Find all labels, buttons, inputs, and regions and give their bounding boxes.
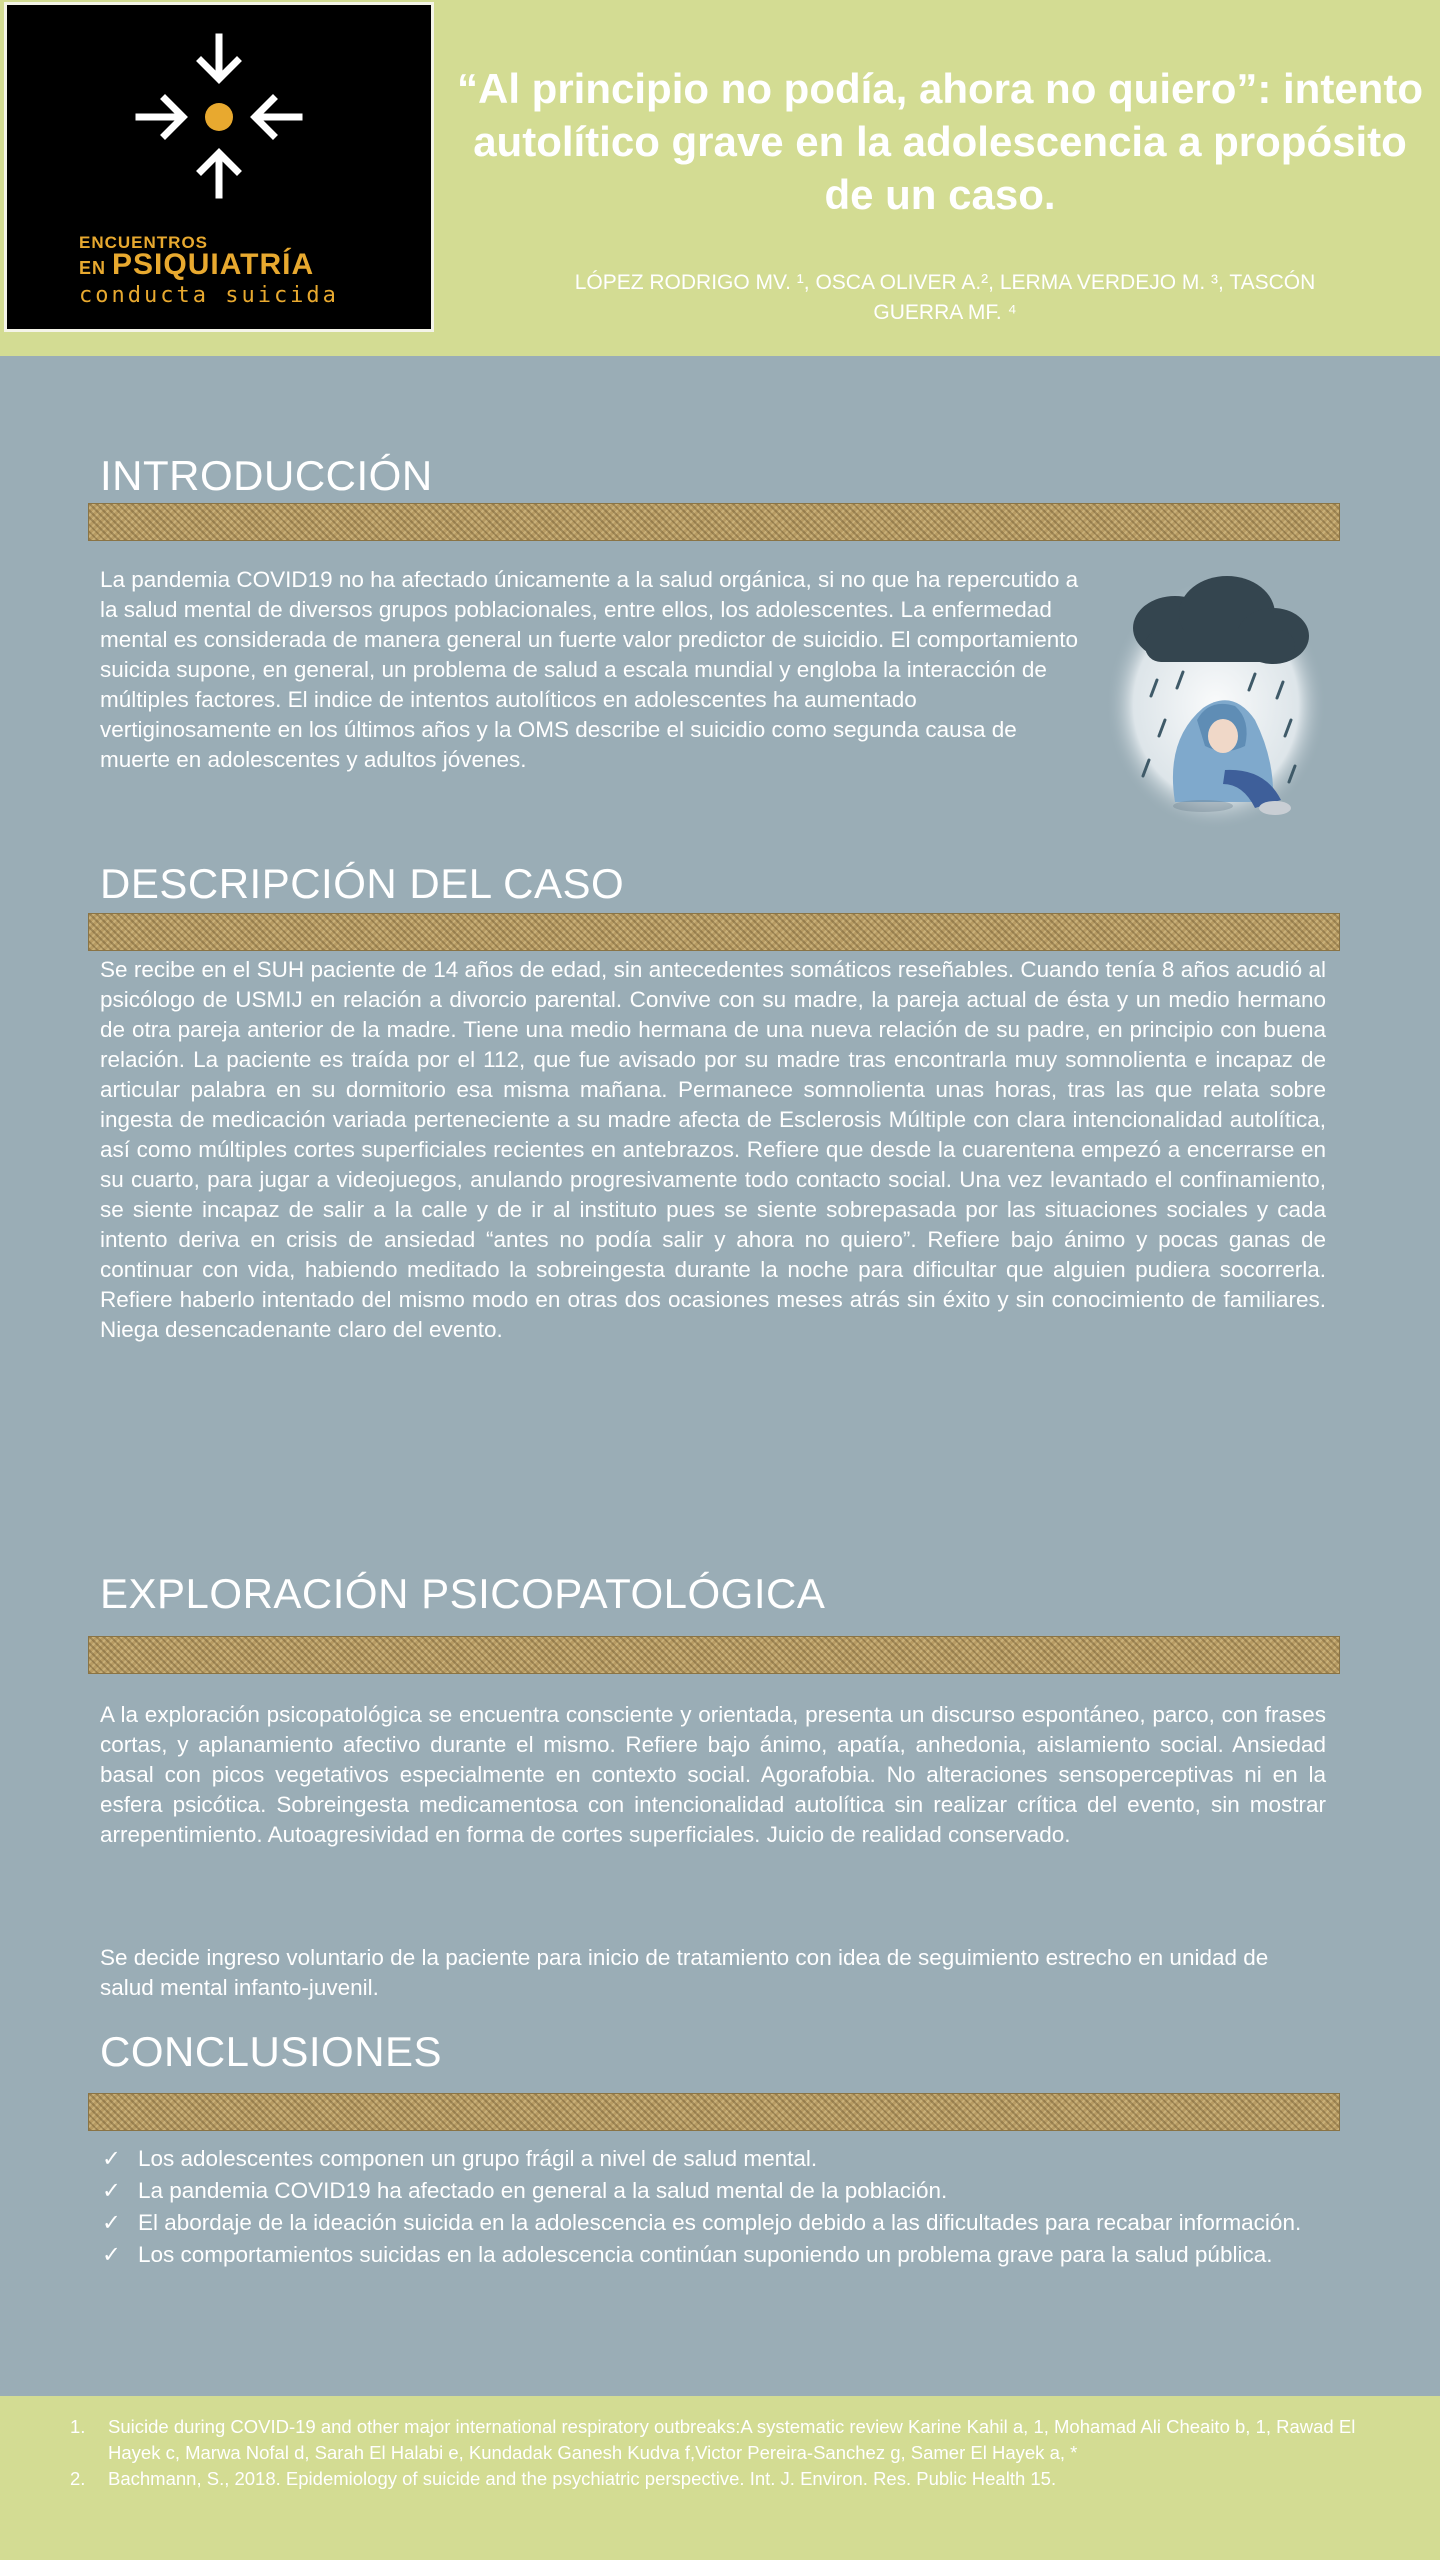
conclusions-heading: CONCLUSIONES — [100, 2028, 443, 2075]
header-banner — [0, 0, 1440, 356]
check-icon: ✓ — [102, 2242, 121, 2267]
reference-text: Suicide during COVID-19 and other major international respiratory outbreaks:A systematic review Karine Kahil a, 1, Mohamad Ali Cheaito b, 1, Rawad El Hayek c, Marwa Nofal d, Sarah El Halabi e, Kundadak Ganesh Kudva f,Victor Pereira-Sanchez g, Samer El Hayek a, * — [108, 2416, 1356, 2463]
check-icon: ✓ — [102, 2210, 121, 2235]
logo — [4, 2, 434, 332]
logo-line-3: conducta suicida — [79, 283, 339, 308]
poster-title: “Al principio no podía, ahora no quiero”: intento autolítico grave en la adolescencia a propósito de un caso. — [457, 65, 1423, 218]
conclusion-item: ✓ Los adolescentes componen un grupo frágil a nivel de salud mental. — [100, 2144, 1326, 2174]
case-divider — [88, 913, 1340, 951]
sad-child-rain-illustration — [1105, 570, 1327, 832]
decision-text: Se decide ingreso voluntario de la paciente para inicio de tratamiento con idea de seguimiento estrecho en unidad de salud mental infanto-juvenil. — [100, 1945, 1269, 2000]
conclusions-list — [100, 2144, 1326, 2272]
intro-text: La pandemia COVID19 no ha afectado únicamente a la salud orgánica, si no que ha repercutido a la salud mental de diversos grupos poblacionales, entre ellos, los adolescentes. La enfermedad mental es considerada de manera general un fuerte valor predictor de suicidio. El comportamiento suicida supone, en general, un problema de salud a escala mundial y engloba la interacción de múltiples factores. El indice de intentos autolíticos en adolescentes ha aumentado vertiginosamente en los últimos años y la OMS describe el suicidio como segunda causa de muerte en adolescentes y adultos jóvenes. — [100, 567, 1079, 772]
authors: LÓPEZ RODRIGO MV. ¹, OSCA OLIVER A.², LERMA VERDEJO M. ³, TASCÓN GUERRA MF. ⁴ — [574, 271, 1316, 324]
case-heading: DESCRIPCIÓN DEL CASO — [100, 860, 625, 907]
check-icon: ✓ — [102, 2178, 121, 2203]
intro-heading: INTRODUCCIÓN — [100, 452, 433, 499]
logo-line-1: ENCUENTROS — [79, 233, 209, 252]
conclusion-item: ✓ La pandemia COVID19 ha afectado en general a la salud mental de la población. — [100, 2176, 1326, 2206]
conclusion-item: ✓ Los comportamientos suicidas en la adolescencia continúan suponiendo un problema grave para la salud pública. — [100, 2240, 1326, 2270]
reference-text: Bachmann, S., 2018. Epidemiology of suicide and the psychiatric perspective. Int. J. Environ. Res. Public Health 15. — [108, 2468, 1057, 2489]
exam-text: A la exploración psicopatológica se encuentra consciente y orientada, presenta un discurso espontáneo, parco, con frases cortas, y aplanamiento afectivo durante el mismo. Refiere bajo ánimo, apatía, anhedonia, aislamiento social. Ansiedad basal con picos vegetativos especialmente en contexto social. Agorafobia. No alteraciones sensoperceptivas ni en la esfera psicótica. Sobreingesta medicamentosa con intencionalidad autolítica sin realizar crítica del evento, sin mostrar arrepentimiento. Autoagresividad en forma de cortes superficiales. Juicio de realidad conservado. — [100, 1702, 1326, 1847]
references-footer — [0, 2396, 1440, 2560]
references-list — [40, 2414, 1410, 2492]
exam-heading: EXPLORACIÓN PSICOPATOLÓGICA — [100, 1570, 826, 1617]
case-text: Se recibe en el SUH paciente de 14 años de edad, sin antecedentes somáticos reseñables. Cuando tenía 8 años acudió al psicólogo de USMIJ en relación a divorcio parental. Convive con su madre, la pareja actual de ésta y un medio hermano de otra pareja anterior de la madre. Tiene una medio hermana de una nueva relación de su padre, en principio con buena relación. La paciente es traída por el 112, que fue avisado por su madre tras encontrarla muy somnolienta e incapaz de articular palabra en su dormitorio esa misma mañana. Permanece somnolienta unas horas, tras las que relata sobre ingesta de medicación variada perteneciente a su madre afecta de Esclerosis Múltiple con clara intencionalidad autolítica, así como múltiples cortes superficiales recientes en antebrazos. Refiere que desde la cuarentena empezó a encerrarse en su cuarto, para jugar a videojuegos, anulando progresivamente todo contacto social. Una vez levantado el confinamiento, se siente incapaz de salir a la calle y de ir al instituto pues se siente sobrepasada por las situaciones sociales y cada intento deriva en crisis de ansiedad “antes no podía salir y ahora no quiero”. Refiere bajo ánimo y pocas ganas de continuar con vida, habiendo meditado la sobreingesta durante la noche para dificultar que alguien pudiera socorrerla. Refiere haberlo intentado del mismo modo en otras dos ocasiones meses atrás sin éxito y sin conocimiento de familiares. Niega desencadenante claro del evento. — [100, 957, 1326, 1342]
conclusions-divider — [88, 2093, 1340, 2131]
conclusion-item: ✓ El abordaje de la ideación suicida en la adolescencia es complejo debido a las dificultades para recabar información. — [100, 2208, 1326, 2238]
logo-line-2-main: PSIQUIATRÍA — [112, 248, 315, 281]
intro-divider — [88, 503, 1340, 541]
reference-number: 1. — [70, 2416, 86, 2437]
check-icon: ✓ — [102, 2146, 121, 2171]
reference-number: 2. — [70, 2468, 86, 2489]
logo-line-2-en: EN — [79, 258, 107, 278]
reference-item — [40, 2414, 1410, 2466]
logo-line-2 — [79, 248, 314, 282]
exam-divider — [88, 1636, 1340, 1674]
reference-item — [40, 2466, 1410, 2492]
